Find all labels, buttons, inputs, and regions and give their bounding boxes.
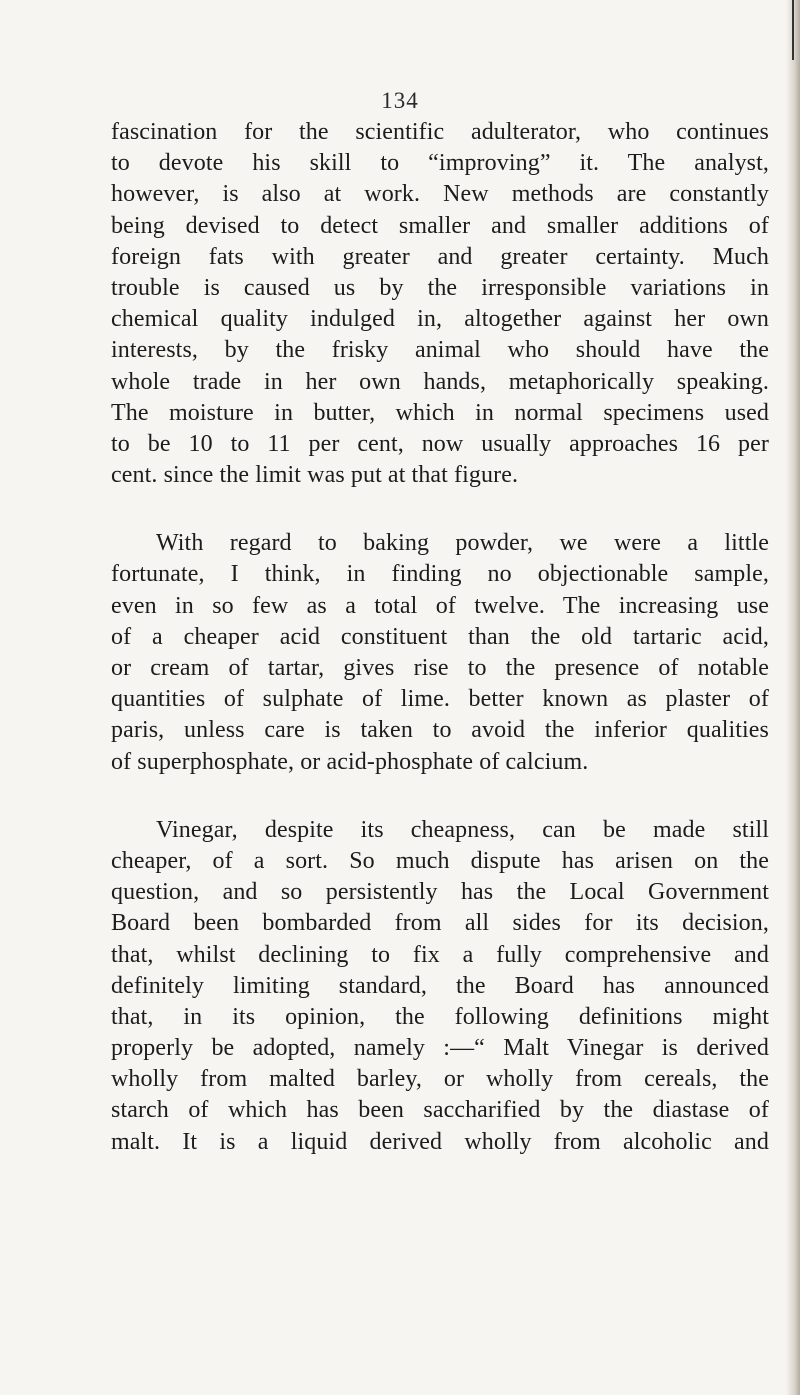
text-line: even in so few as a total of twelve. The increasing use: [111, 592, 769, 619]
text-line: to devote his skill to “improving” it. The analyst,: [111, 150, 769, 177]
text-line: that, in its opinion, the following definitions might: [111, 1003, 769, 1030]
text-line: of a cheaper acid constituent than the old tartaric acid,: [111, 623, 769, 650]
text-line: With regard to baking powder, we were a little: [156, 530, 769, 557]
page-edge-shadow: [786, 0, 800, 1395]
text-line: fascination for the scientific adulterator, who continues: [111, 119, 769, 145]
text-line: interests, by the frisky animal who should have the: [111, 337, 769, 364]
text-line: cent. since the limit was put at that figure.: [111, 462, 519, 489]
text-line: starch of which has been saccharified by the diastase of: [111, 1097, 769, 1124]
page-number: 134: [381, 88, 419, 113]
paragraph-baking-powder: [111, 528, 769, 778]
paragraph-butter: [111, 117, 769, 491]
text-line: whole trade in her own hands, metaphorically speaking.: [111, 368, 769, 395]
text-line: trouble is caused us by the irresponsible variations in: [111, 274, 769, 301]
text-line: question, and so persistently has the Local Government: [111, 879, 769, 906]
text-line: wholly from malted barley, or wholly from cereals, the: [111, 1066, 769, 1093]
text-line: malt. It is a liquid derived wholly from alcoholic and: [111, 1128, 769, 1155]
text-line: Board been bombarded from all sides for its decision,: [111, 910, 769, 937]
text-line: definitely limiting standard, the Board has announced: [111, 972, 769, 999]
text-line: paris, unless care is taken to avoid the inferior qualities: [111, 717, 769, 744]
text-line: The moisture in butter, which in normal specimens used: [111, 399, 769, 426]
text-line: Vinegar, despite its cheapness, can be made still: [156, 816, 769, 843]
text-line: chemical quality indulged in, altogether against her own: [111, 306, 769, 333]
text-line: cheaper, of a sort. So much dispute has arisen on the: [111, 847, 769, 874]
body-text: [111, 117, 769, 1195]
text-line: being devised to detect smaller and smaller additions of: [111, 212, 769, 239]
text-line: or cream of tartar, gives rise to the presence of notable: [111, 655, 769, 681]
text-line: that, whilst declining to fix a fully comprehensive and: [111, 941, 769, 968]
text-line: properly be adopted, namely :—“ Malt Vinegar is derived: [111, 1035, 769, 1062]
text-line: quantities of sulphate of lime. better known as plaster of: [111, 686, 769, 713]
paragraph-vinegar: [111, 815, 769, 1158]
text-line: to be 10 to 11 per cent, now usually approaches 16 per: [111, 430, 769, 457]
text-line: fortunate, I think, in finding no objectionable sample,: [111, 561, 769, 588]
text-line: foreign fats with greater and greater certainty. Much: [111, 243, 769, 270]
text-line: however, is also at work. New methods are constantly: [111, 181, 769, 208]
text-line: of superphosphate, or acid-phosphate of calcium.: [111, 748, 589, 775]
page-edge-mark: [792, 0, 794, 60]
